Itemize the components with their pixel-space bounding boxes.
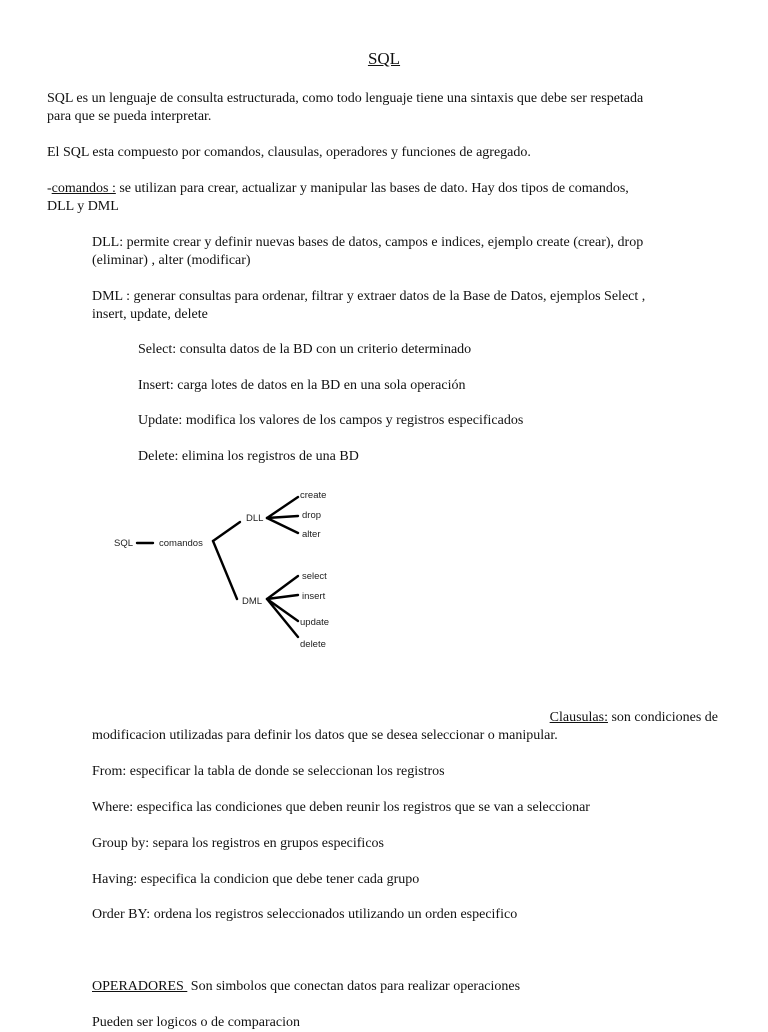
dll-line-2: (eliminar) , alter (modificar) [92, 253, 251, 268]
operators-note: Pueden ser logicos o de comparacion [92, 1015, 300, 1030]
clause-from: From: especificar la tabla de donde se seleccionan los registros [92, 764, 445, 779]
commands-heading: comandos : [51, 181, 116, 196]
clauses-paragraph [550, 709, 718, 727]
clauses-paragraph-line-2: modificacion utilizadas para definir los datos que se desea seleccionar o manipular. [92, 728, 558, 743]
composition-paragraph: El SQL esta compuesto por comandos, clausulas, operadores y funciones de agregado. [47, 145, 531, 160]
diagram-leaf-update: update [300, 617, 330, 628]
diagram-leaf-insert: insert [302, 591, 326, 602]
dml-select-desc: Select: consulta datos de la BD con un criterio determinado [138, 342, 472, 357]
diagram-edge-dll-drop [267, 516, 298, 518]
diagram-leaf-alter: alter [302, 529, 321, 540]
dml-line-2: insert, update, delete [92, 307, 208, 322]
diagram-node-sql: SQL [114, 538, 134, 549]
clause-order-by: Order BY: ordena los registros seleccionados utilizando un orden especifico [92, 907, 518, 922]
dll-line-1: DLL: permite crear y definir nuevas bases de datos, campos e indices, ejemplo create (crear), drop [92, 235, 644, 250]
diagram-leaf-drop: drop [302, 510, 322, 521]
diagram-edge-dll-create [267, 497, 298, 518]
dml-line-1: DML : generar consultas para ordenar, filtrar y extraer datos de la Base de Datos, ejemplos Select , [92, 289, 646, 304]
operators-text: Son simbolos que conectan datos para realizar operaciones [187, 979, 521, 994]
diagram-leaf-create: create [300, 490, 327, 501]
diagram-edge-comandos-dll [213, 522, 240, 541]
clause-group-by: Group by: separa los registros en grupos especificos [92, 836, 384, 851]
diagram-leaf-delete: delete [300, 639, 326, 650]
dml-update-desc: Update: modifica los valores de los campos y registros especificados [138, 413, 524, 428]
sql-commands-tree-diagram [100, 482, 360, 662]
page-title: SQL [367, 49, 401, 68]
intro-line-1: SQL es un lenguaje de consulta estructurada, como todo lenguaje tiene una sintaxis que debe ser respetada [47, 91, 644, 106]
clause-having: Having: especifica la condicion que debe tener cada grupo [92, 872, 420, 887]
intro-line-2: para que se pueda interpretar. [47, 109, 212, 124]
operators-heading: OPERADORES [92, 979, 188, 994]
clauses-heading: Clausulas: [549, 710, 608, 725]
diagram-node-dml: DML [242, 596, 263, 607]
dml-delete-desc: Delete: elimina los registros de una BD [138, 449, 359, 464]
diagram-node-dll: DLL [246, 513, 264, 524]
diagram-edge-dll-alter [267, 518, 298, 533]
clause-where: Where: especifica las condiciones que deben reunir los registros que se van a seleccionar [92, 800, 590, 815]
diagram-node-comandos: comandos [159, 538, 203, 549]
dml-insert-desc: Insert: carga lotes de datos en la BD en una sola operación [138, 378, 466, 393]
diagram-edge-comandos-dml [213, 541, 237, 599]
commands-paragraph-line-2: DLL y DML [47, 199, 119, 214]
commands-prefix: - [47, 181, 52, 196]
diagram-leaf-select: select [302, 571, 327, 582]
operators-paragraph [92, 978, 520, 996]
commands-paragraph [47, 180, 629, 198]
commands-text: se utilizan para crear, actualizar y manipular las bases de dato. Hay dos tipos de comandos, [115, 181, 629, 196]
clauses-text: son condiciones de [607, 710, 718, 725]
